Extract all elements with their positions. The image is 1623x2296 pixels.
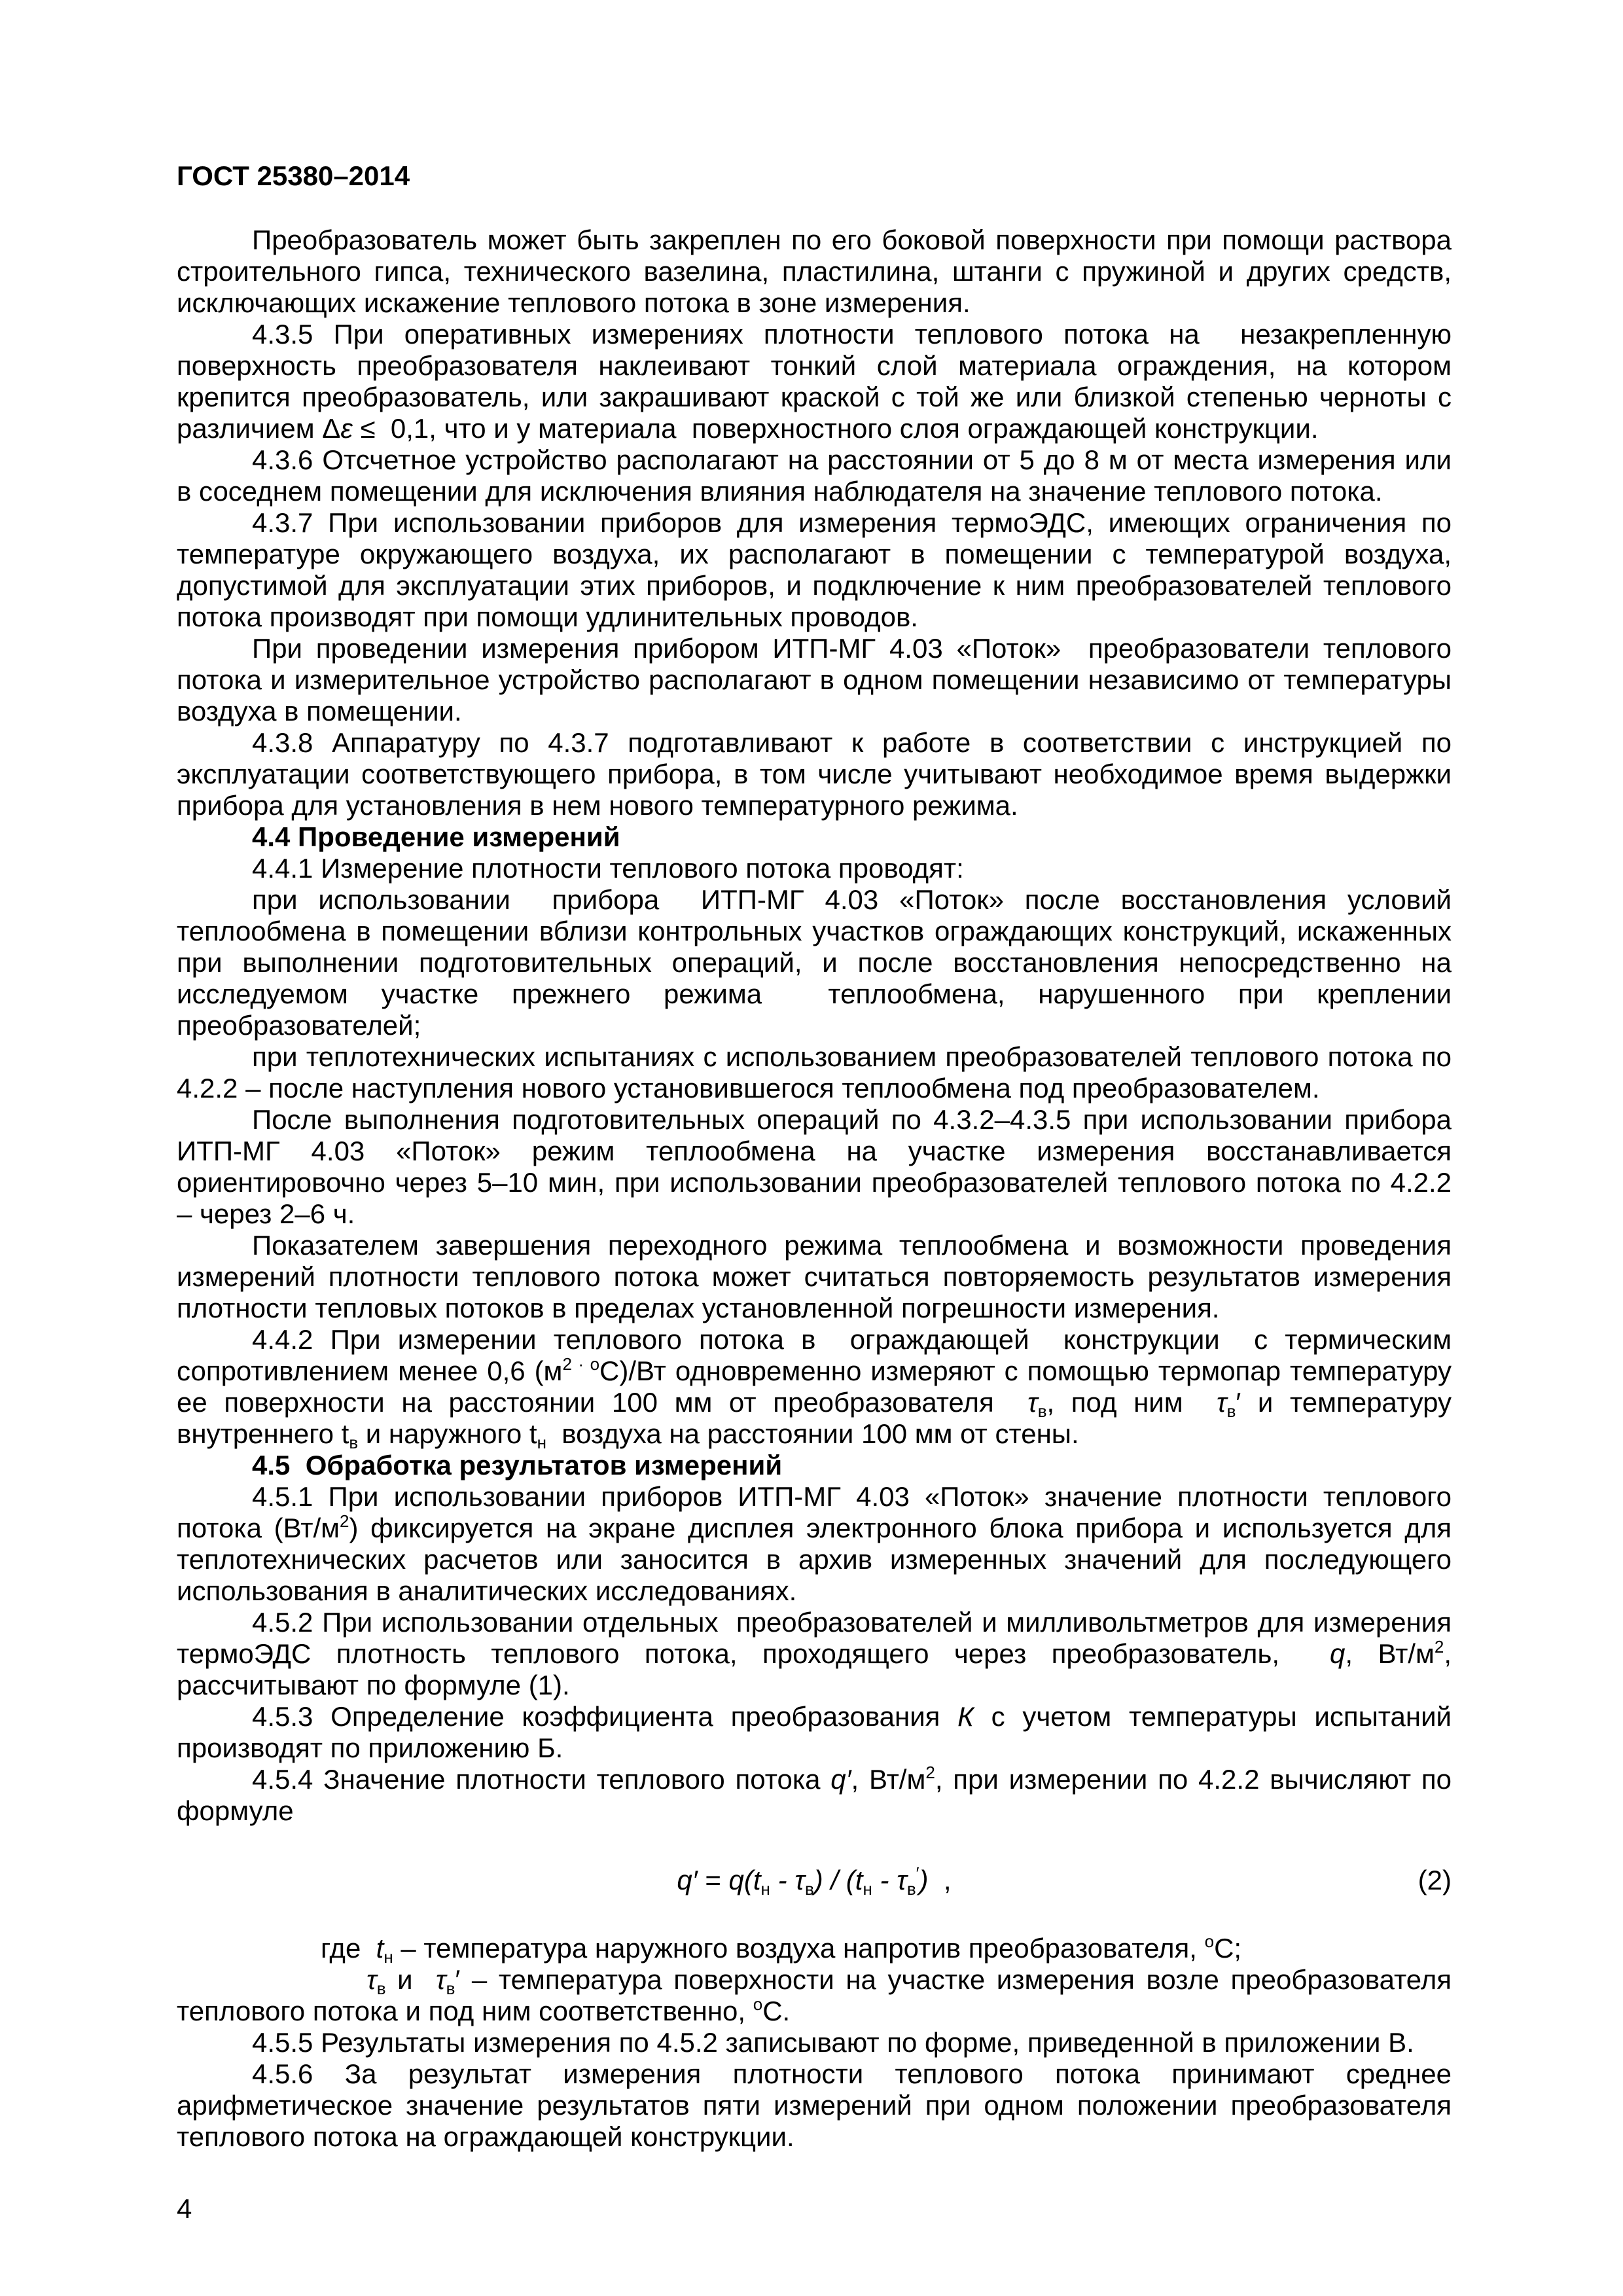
paragraph-4-4-1: 4.4.1 Измерение плотности теплового потока проводят: — [252, 853, 964, 884]
paragraph-intro: Преобразователь может быть закреплен по его боковой поверхности при помощи раствора строительного гипса, технического вазелина, пластилина, штанги с пружиной и других средств, исключающих искажение теплового потока в зоне измерения. — [177, 224, 1452, 318]
paragraph-4-5-3: 4.5.3 Определение коэффициента преобразования К с учетом температуры испытаний производят по приложению Б. — [177, 1701, 1452, 1763]
paragraph-4-5-1: 4.5.1 При использовании приборов ИТП-МГ 4.03 «Поток» значение плотности теплового потока $(Вт/м^2)$ фиксируется на экране дисплея электронного блока прибора и используется для теплотехнических расчетов или заносится в архив измеренных значений для последующего использования в аналитических исследованиях. — [177, 1481, 1452, 1606]
page-number: 4 — [177, 2193, 192, 2224]
paragraph-4-4-2: 4.4.2 При измерении теплового потока в ограждающей конструкции с термическим сопротивлением менее 0,6 $(м^{2 \cdot о}С)/Вт$ одновременно измеряют с помощью термопар температуру ее поверхности на расстоянии 100 мм от преобразователя $\tau_в$, под ним $\tau_в'$ и температуру внутреннего $t_в$ и наружного $t_н$ воздуха на расстоянии 100 мм от стены. — [177, 1324, 1452, 1452]
paragraph-4-4-1-item-1: при использовании прибора ИТП-МГ 4.03 «Поток» после восстановления условий теплообмена в помещении вблизи контрольных участков ограждающих конструкций, искаженных при выполнении подготовительных операций, и после восстановления непосредственно на исследуемом участке прежнего режима теплообмена, нарушенного при креплении преобразователей; — [177, 884, 1452, 1041]
doc-header: ГОСТ 25380–2014 — [177, 160, 410, 191]
paragraph-4-5-2: 4.5.2 При использовании отдельных преобразователей и милливольтметров для измерения термоЭДС плотность теплового потока, проходящего через преобразователь, q, $Вт/м^2$, рассчитывают по формуле (1). — [177, 1607, 1452, 1700]
paragraph-4-4-1-note: После выполнения подготовительных операций по 4.3.2–4.3.5 при использовании прибора ИТП-МГ 4.03 «Поток» режим теплообмена на участке измерения восстанавливается ориентировочно через 5–10 мин, при использовании преобразователей теплового потока по 4.2.2 – через 2–6 ч. — [177, 1104, 1452, 1229]
formula-2 — [177, 1863, 1452, 1899]
heading-4-4: 4.4 Проведение измерений — [252, 821, 620, 852]
document-content — [177, 160, 1452, 2225]
heading-4-5: 4.5 Обработка результатов измерений — [252, 1450, 783, 1480]
paragraph-4-3-7: 4.3.7 При использовании приборов для измерения термоЭДС, имеющих ограничения по температуре окружающего воздуха, их располагают в помещении с температурой воздуха, допустимой для эксплуатации этих приборов, и подключение к ним преобразователей теплового потока производят при помощи удлинительных проводов. — [177, 507, 1452, 632]
paragraph-4-5-6: 4.5.6 За результат измерения плотности теплового потока принимают среднее арифметическое значение результатов пяти измерений при одном положении преобразователя теплового потока на ограждающей конструкции. — [177, 2058, 1452, 2152]
document-body — [177, 224, 1452, 2153]
paragraph-4-4-1-item-2: при теплотехнических испытаниях с использованием преобразователей теплового потока по 4.2.2 – после наступления нового установившегося теплообмена под преобразователем. — [177, 1041, 1452, 1103]
where-t-n: где $t_н$ – температура наружного воздуха напротив преобразователя, $^о$С; — [321, 1931, 1242, 1967]
paragraph-4-5-5: 4.5.5 Результаты измерения по 4.5.2 записывают по форме, приведенной в приложении В. — [252, 2027, 1414, 2058]
formula-number: (2) — [1418, 1865, 1452, 1895]
paragraph-4-3-5: 4.3.5 При оперативных измерениях плотности теплового потока на незакрепленную поверхность преобразователя наклеивают тонкий слой материала ограждения, на котором крепится преобразователь, или закрашивают краской с той же или близкой степенью черноты с различием Δε ≤ 0,1, что и у материала поверхностного слоя ограждающей конструкции. — [177, 319, 1452, 444]
formula-expression: $q' = q(t_н - \tau_в) / (t_н - \tau_в')$ , — [677, 1863, 952, 1899]
paragraph-4-3-8: 4.3.8 Аппаратуру по 4.3.7 подготавливают к работе в соответствии с инструкцией по эксплуатации соответствующего прибора, в том числе учитывают необходимое время выдержки прибора для установления в нем нового температурного режима. — [177, 727, 1452, 821]
where-tau-v: $\tau_в$ и $\tau_в'$ – температура поверхности на участке измерения возле преобразователя теплового потока и под ним соответственно, $^о$С. — [177, 1964, 1452, 2026]
paragraph-4-4-1-indicator: Показателем завершения переходного режима теплообмена и возможности проведения измерений плотности теплового потока может считаться повторяемость результатов измерения плотности тепловых потоков в пределах установленной погрешности измерения. — [177, 1230, 1452, 1323]
paragraph-4-3-6: 4.3.6 Отсчетное устройство располагают на расстоянии от 5 до 8 м от места измерения или в соседнем помещении для исключения влияния наблюдателя на значение теплового потока. — [177, 444, 1452, 507]
paragraph-4-5-4: 4.5.4 Значение плотности теплового потока q′, $Вт/м^2$, при измерении по 4.2.2 вычисляют по формуле — [177, 1763, 1452, 1826]
paragraph-4-3-7-note: При проведении измерения прибором ИТП-МГ 4.03 «Поток» преобразователи теплового потока и измерительное устройство располагают в одном помещении независимо от температуры воздуха в помещении. — [177, 633, 1452, 726]
